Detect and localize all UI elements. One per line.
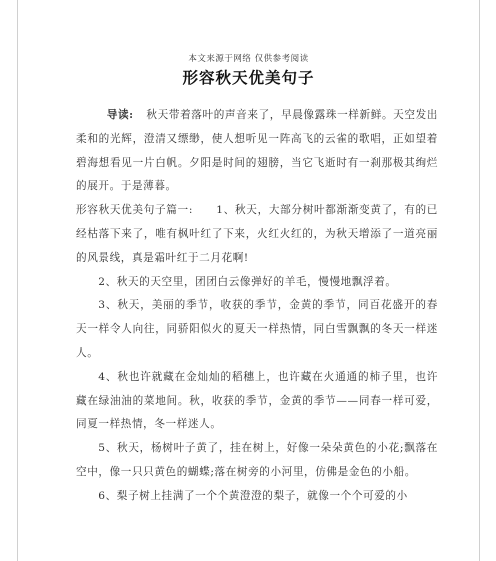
intro-paragraph [76, 104, 438, 199]
list-item: 2、秋天的天空里，团团白云像弹好的羊毛，慢慢地飘浮着。 [98, 275, 397, 288]
source-note: 本文来源于网络 仅供参考阅读 [188, 54, 309, 64]
intro-label: 导读: [106, 109, 134, 121]
list-item: 4、秋也许就藏在金灿灿的稻穗上，也许藏在火通通的柿子里，也许藏在绿油油的菜地间。秋，收获的季节，金黄的季节——同春一样可爱，同夏一样热情，冬一样迷人。 [76, 370, 438, 431]
document-body [76, 104, 438, 509]
list-item: 5、秋天，杨树叶子黄了，挂在树上，好像一朵朵黄色的小花;飘落在空中，像一只只黄色的蝴蝶;落在树旁的小河里，仿佛是金色的小船。 [76, 442, 438, 478]
list-item: 6、梨子树上挂满了一个个黄澄澄的梨子，就像一个个可爱的小 [98, 489, 408, 502]
intro-text: 秋天带着落叶的声音来了，早晨像露珠一样新鲜。天空发出柔和的光辉，澄清又缥缈，使人想听见一阵高飞的云雀的歌唱，正如望着碧海想看见一片白帆。夕阳是时间的翅膀，当它飞逝时有一刹那极其绚烂的展开。于是薄暮。 [76, 109, 438, 193]
page-title: 形容秋天优美句子 [182, 68, 315, 87]
list-item: 1、秋天，大部分树叶都渐渐变黄了，有的已经枯落下来了，唯有枫叶红了下来，火红火红的，为秋天增添了一道亮丽的风景线，真是霜叶红于二月花啊! [76, 204, 438, 264]
document-page [17, 0, 480, 561]
section-heading: 形容秋天优美句子篇一: [76, 204, 193, 217]
section-first-paragraph [76, 199, 438, 270]
list-item: 3、秋天，美丽的季节，收获的季节，金黄的季节，同百花盛开的春天一样令人向往，同骄阳似火的夏天一样热情，同白雪飘飘的冬天一样迷人。 [76, 299, 438, 359]
